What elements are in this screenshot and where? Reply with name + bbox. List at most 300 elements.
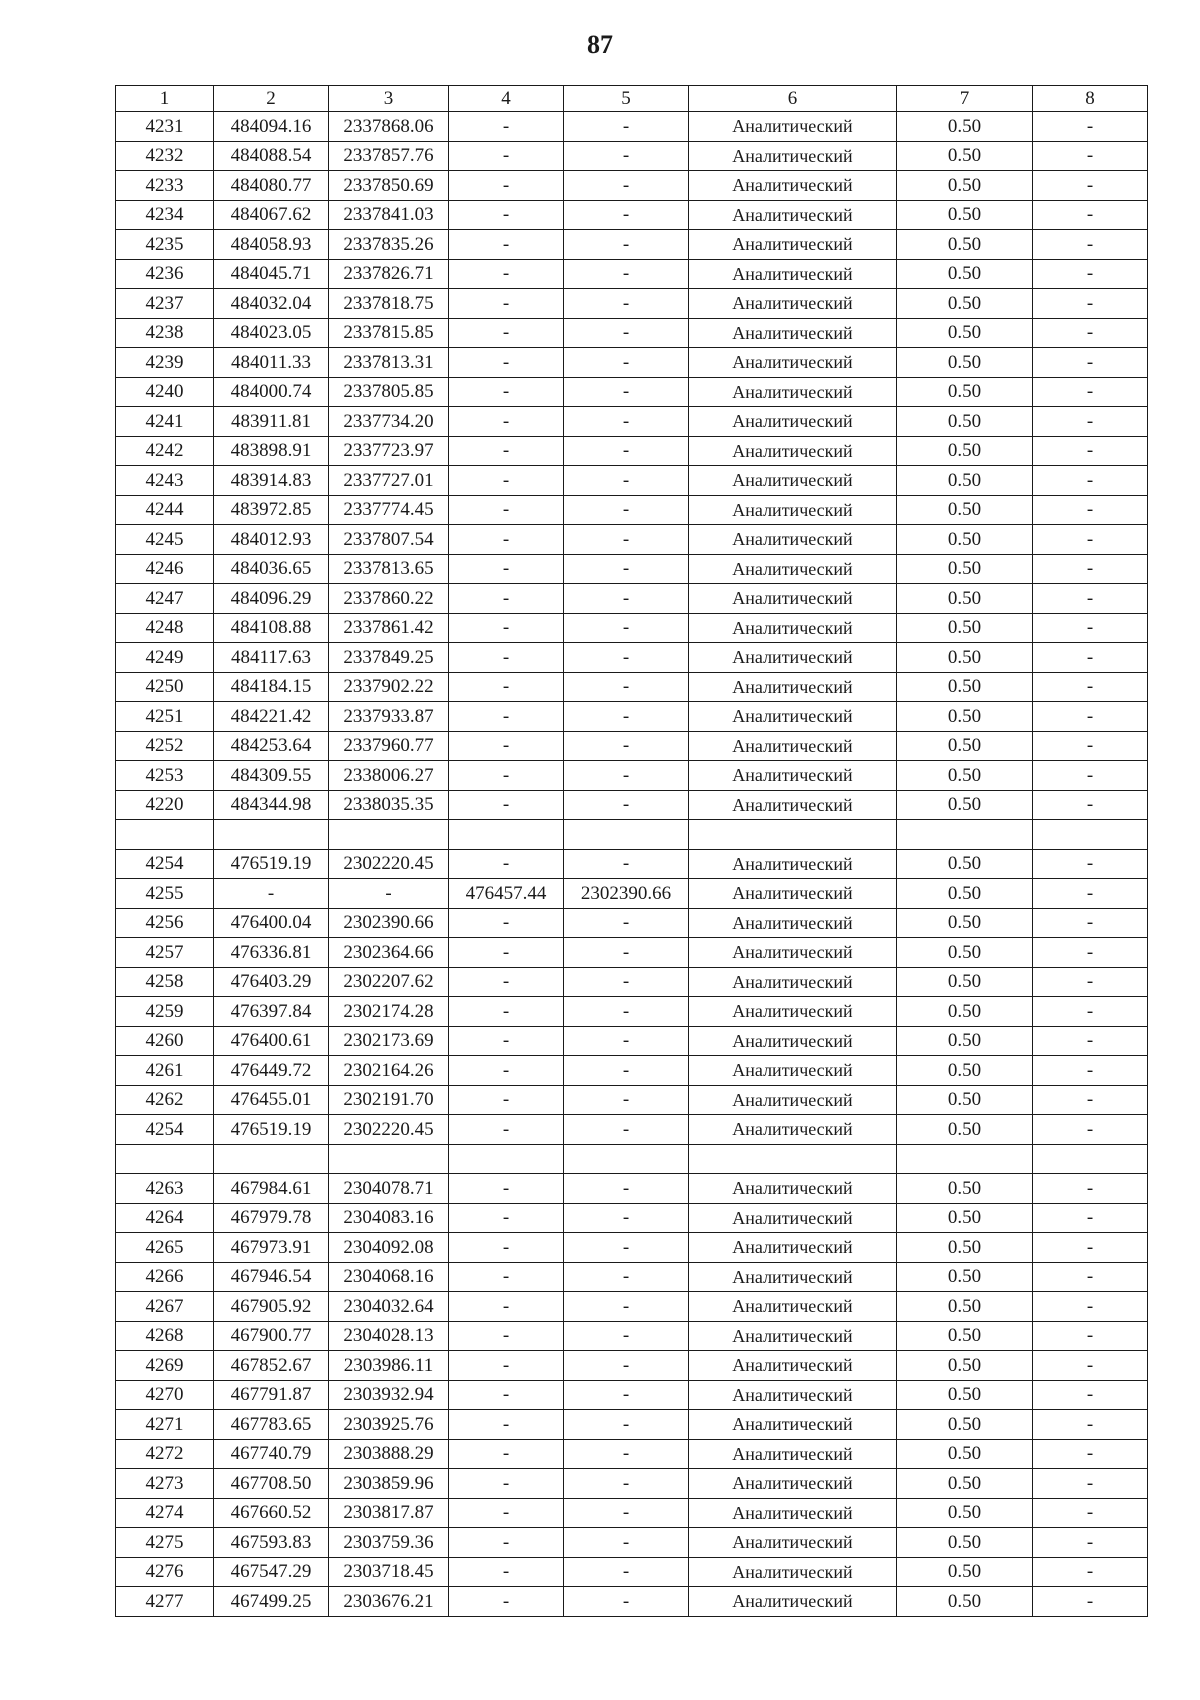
cell-accuracy: 0.50 (897, 1056, 1033, 1086)
cell-point-number: 4253 (116, 761, 214, 791)
cell-point-number: 4260 (116, 1026, 214, 1056)
cell-y-adjusted: 2302390.66 (564, 879, 689, 909)
cell-point-number: 4232 (116, 141, 214, 171)
cell-y-coordinate: 2337805.85 (329, 377, 449, 407)
cell-x-adjusted: - (449, 141, 564, 171)
cell-y-adjusted: - (564, 1056, 689, 1086)
cell-y-coordinate: 2337734.20 (329, 407, 449, 437)
cell-y-adjusted (564, 1144, 689, 1174)
table-row (116, 200, 1148, 230)
cell-x-coordinate: 484094.16 (214, 112, 329, 142)
cell-accuracy: 0.50 (897, 407, 1033, 437)
cell-method: Аналитический (689, 436, 897, 466)
cell-x-adjusted: - (449, 702, 564, 732)
cell-y-adjusted: - (564, 967, 689, 997)
cell-point-number: 4257 (116, 938, 214, 968)
cell-y-adjusted: - (564, 1380, 689, 1410)
cell-method: Аналитический (689, 1351, 897, 1381)
table-body (116, 86, 1148, 1617)
cell-accuracy: 0.50 (897, 997, 1033, 1027)
cell-note: - (1033, 259, 1148, 289)
cell-point-number: 4245 (116, 525, 214, 555)
cell-note: - (1033, 908, 1148, 938)
cell-method: Аналитический (689, 879, 897, 909)
cell-point-number: 4258 (116, 967, 214, 997)
cell-x-coordinate: - (214, 879, 329, 909)
cell-y-coordinate: 2337818.75 (329, 289, 449, 319)
table-row (116, 1026, 1148, 1056)
cell-note: - (1033, 1498, 1148, 1528)
cell-note: - (1033, 377, 1148, 407)
cell-accuracy: 0.50 (897, 1380, 1033, 1410)
cell-point-number: 4231 (116, 112, 214, 142)
cell-note: - (1033, 318, 1148, 348)
table-row (116, 554, 1148, 584)
table-row (116, 1557, 1148, 1587)
cell-accuracy: 0.50 (897, 348, 1033, 378)
cell-y-adjusted: - (564, 1085, 689, 1115)
cell-note: - (1033, 495, 1148, 525)
cell-note: - (1033, 1469, 1148, 1499)
cell-x-coordinate: 483911.81 (214, 407, 329, 437)
cell-method: Аналитический (689, 289, 897, 319)
cell-y-adjusted: - (564, 141, 689, 171)
cell-point-number: 4275 (116, 1528, 214, 1558)
cell-note: - (1033, 1056, 1148, 1086)
table-row (116, 967, 1148, 997)
cell-point-number: 4256 (116, 908, 214, 938)
cell-x-adjusted: - (449, 466, 564, 496)
cell-accuracy: 0.50 (897, 967, 1033, 997)
cell-x-adjusted: - (449, 584, 564, 614)
cell-x-adjusted: - (449, 289, 564, 319)
cell-y-coordinate: 2302364.66 (329, 938, 449, 968)
cell-x-adjusted: - (449, 1498, 564, 1528)
cell-x-coordinate: 484309.55 (214, 761, 329, 791)
column-header-7: 7 (897, 86, 1033, 112)
cell-y-coordinate: 2337960.77 (329, 731, 449, 761)
cell-point-number: 4239 (116, 348, 214, 378)
cell-y-coordinate: 2337933.87 (329, 702, 449, 732)
cell-y-adjusted: - (564, 938, 689, 968)
cell-x-coordinate: 484032.04 (214, 289, 329, 319)
cell-x-coordinate: 467547.29 (214, 1557, 329, 1587)
cell-x-coordinate: 467946.54 (214, 1262, 329, 1292)
cell-x-adjusted: - (449, 672, 564, 702)
cell-point-number: 4268 (116, 1321, 214, 1351)
cell-point-number: 4235 (116, 230, 214, 260)
cell-x-adjusted: - (449, 407, 564, 437)
cell-y-coordinate: 2303718.45 (329, 1557, 449, 1587)
cell-y-adjusted: - (564, 849, 689, 879)
cell-x-adjusted: - (449, 1292, 564, 1322)
cell-x-adjusted: - (449, 643, 564, 673)
cell-method: Аналитический (689, 1085, 897, 1115)
cell-accuracy: 0.50 (897, 377, 1033, 407)
cell-x-adjusted: - (449, 1410, 564, 1440)
cell-y-adjusted: - (564, 613, 689, 643)
cell-method: Аналитический (689, 554, 897, 584)
cell-point-number: 4270 (116, 1380, 214, 1410)
cell-point-number: 4247 (116, 584, 214, 614)
cell-y-adjusted: - (564, 495, 689, 525)
cell-y-coordinate: 2337774.45 (329, 495, 449, 525)
cell-y-adjusted: - (564, 1292, 689, 1322)
cell-accuracy: 0.50 (897, 112, 1033, 142)
cell-y-coordinate: 2337868.06 (329, 112, 449, 142)
table-row (116, 525, 1148, 555)
table-row (116, 790, 1148, 820)
cell-x-adjusted: - (449, 731, 564, 761)
cell-x-adjusted: - (449, 1587, 564, 1617)
cell-y-coordinate: 2337727.01 (329, 466, 449, 496)
cell-note: - (1033, 141, 1148, 171)
cell-x-adjusted: - (449, 1469, 564, 1499)
cell-y-coordinate: 2337861.42 (329, 613, 449, 643)
cell-y-adjusted: - (564, 554, 689, 584)
cell-point-number: 4263 (116, 1174, 214, 1204)
cell-x-adjusted: - (449, 790, 564, 820)
coordinates-table (115, 85, 1148, 1617)
cell-note: - (1033, 761, 1148, 791)
cell-accuracy: 0.50 (897, 1587, 1033, 1617)
cell-method: Аналитический (689, 525, 897, 555)
cell-x-adjusted (449, 1144, 564, 1174)
cell-x-adjusted: - (449, 200, 564, 230)
cell-y-coordinate: 2303676.21 (329, 1587, 449, 1617)
cell-point-number: 4262 (116, 1085, 214, 1115)
cell-y-coordinate: 2337813.31 (329, 348, 449, 378)
cell-y-coordinate: 2337857.76 (329, 141, 449, 171)
cell-x-adjusted: - (449, 997, 564, 1027)
cell-y-adjusted: - (564, 643, 689, 673)
cell-point-number: 4234 (116, 200, 214, 230)
cell-accuracy: 0.50 (897, 731, 1033, 761)
separator-row (116, 820, 1148, 850)
cell-x-adjusted: - (449, 436, 564, 466)
header-row (116, 86, 1148, 112)
cell-method: Аналитический (689, 1056, 897, 1086)
cell-x-coordinate: 467660.52 (214, 1498, 329, 1528)
cell-note: - (1033, 407, 1148, 437)
cell-point-number: 4233 (116, 171, 214, 201)
table-row (116, 1203, 1148, 1233)
cell-x-coordinate: 484067.62 (214, 200, 329, 230)
cell-point-number: 4271 (116, 1410, 214, 1440)
cell-x-adjusted: - (449, 1115, 564, 1145)
cell-note: - (1033, 171, 1148, 201)
cell-note: - (1033, 348, 1148, 378)
cell-point-number (116, 1144, 214, 1174)
cell-method: Аналитический (689, 1203, 897, 1233)
cell-note: - (1033, 879, 1148, 909)
cell-point-number: 4250 (116, 672, 214, 702)
cell-method: Аналитический (689, 466, 897, 496)
cell-x-coordinate: 476519.19 (214, 1115, 329, 1145)
cell-method: Аналитический (689, 908, 897, 938)
cell-accuracy: 0.50 (897, 1115, 1033, 1145)
cell-point-number: 4266 (116, 1262, 214, 1292)
cell-x-adjusted: - (449, 1351, 564, 1381)
cell-point-number: 4261 (116, 1056, 214, 1086)
cell-y-coordinate: 2337841.03 (329, 200, 449, 230)
cell-note: - (1033, 230, 1148, 260)
table-row (116, 1469, 1148, 1499)
cell-x-coordinate: 484088.54 (214, 141, 329, 171)
cell-y-adjusted: - (564, 702, 689, 732)
cell-y-adjusted: - (564, 377, 689, 407)
cell-y-coordinate: 2337723.97 (329, 436, 449, 466)
cell-x-adjusted: - (449, 613, 564, 643)
cell-y-adjusted: - (564, 584, 689, 614)
cell-y-coordinate (329, 1144, 449, 1174)
cell-accuracy: 0.50 (897, 1292, 1033, 1322)
cell-y-adjusted: - (564, 171, 689, 201)
cell-x-adjusted: - (449, 554, 564, 584)
cell-x-adjusted: - (449, 259, 564, 289)
cell-note: - (1033, 200, 1148, 230)
cell-y-adjusted: - (564, 1410, 689, 1440)
cell-method: Аналитический (689, 643, 897, 673)
cell-method: Аналитический (689, 997, 897, 1027)
cell-accuracy: 0.50 (897, 849, 1033, 879)
cell-accuracy: 0.50 (897, 1233, 1033, 1263)
table-row (116, 318, 1148, 348)
cell-y-coordinate: 2302207.62 (329, 967, 449, 997)
cell-point-number: 4244 (116, 495, 214, 525)
cell-y-adjusted: - (564, 731, 689, 761)
cell-note: - (1033, 849, 1148, 879)
cell-note: - (1033, 1174, 1148, 1204)
cell-x-coordinate: 467740.79 (214, 1439, 329, 1469)
cell-method: Аналитический (689, 318, 897, 348)
cell-y-adjusted: - (564, 407, 689, 437)
cell-x-coordinate: 476397.84 (214, 997, 329, 1027)
cell-x-coordinate: 484184.15 (214, 672, 329, 702)
cell-x-adjusted: - (449, 1528, 564, 1558)
cell-x-adjusted: - (449, 908, 564, 938)
cell-method: Аналитический (689, 200, 897, 230)
cell-note: - (1033, 1587, 1148, 1617)
cell-method: Аналитический (689, 1380, 897, 1410)
cell-y-coordinate: 2303932.94 (329, 1380, 449, 1410)
cell-point-number: 4237 (116, 289, 214, 319)
cell-method: Аналитический (689, 761, 897, 791)
cell-accuracy: 0.50 (897, 1174, 1033, 1204)
cell-x-coordinate: 483914.83 (214, 466, 329, 496)
cell-y-coordinate: - (329, 879, 449, 909)
table-row (116, 141, 1148, 171)
cell-point-number: 4241 (116, 407, 214, 437)
cell-x-coordinate: 476400.04 (214, 908, 329, 938)
cell-accuracy: 0.50 (897, 318, 1033, 348)
table-row (116, 348, 1148, 378)
cell-y-coordinate: 2303859.96 (329, 1469, 449, 1499)
cell-x-adjusted: - (449, 318, 564, 348)
cell-x-coordinate: 483972.85 (214, 495, 329, 525)
cell-x-coordinate: 476455.01 (214, 1085, 329, 1115)
cell-method: Аналитический (689, 230, 897, 260)
cell-x-adjusted: - (449, 1085, 564, 1115)
cell-y-adjusted: - (564, 200, 689, 230)
cell-method: Аналитический (689, 171, 897, 201)
cell-y-adjusted: - (564, 1203, 689, 1233)
cell-method: Аналитический (689, 377, 897, 407)
cell-note: - (1033, 584, 1148, 614)
cell-method: Аналитический (689, 1587, 897, 1617)
cell-y-coordinate: 2303925.76 (329, 1410, 449, 1440)
cell-y-coordinate: 2337850.69 (329, 171, 449, 201)
cell-accuracy: 0.50 (897, 643, 1033, 673)
cell-x-adjusted: - (449, 377, 564, 407)
table-row (116, 112, 1148, 142)
cell-note: - (1033, 1380, 1148, 1410)
cell-accuracy: 0.50 (897, 702, 1033, 732)
table-row (116, 171, 1148, 201)
table-row (116, 1056, 1148, 1086)
cell-point-number: 4264 (116, 1203, 214, 1233)
cell-x-coordinate: 484117.63 (214, 643, 329, 673)
cell-y-coordinate: 2302174.28 (329, 997, 449, 1027)
cell-x-coordinate: 467499.25 (214, 1587, 329, 1617)
cell-method: Аналитический (689, 1410, 897, 1440)
cell-point-number: 4220 (116, 790, 214, 820)
cell-method: Аналитический (689, 495, 897, 525)
cell-x-coordinate: 484253.64 (214, 731, 329, 761)
cell-accuracy: 0.50 (897, 1410, 1033, 1440)
cell-x-coordinate: 476403.29 (214, 967, 329, 997)
cell-method: Аналитический (689, 1292, 897, 1322)
cell-note: - (1033, 1203, 1148, 1233)
cell-x-coordinate (214, 1144, 329, 1174)
cell-method: Аналитический (689, 584, 897, 614)
cell-x-coordinate: 467900.77 (214, 1321, 329, 1351)
cell-y-coordinate: 2302164.26 (329, 1056, 449, 1086)
table-row (116, 377, 1148, 407)
cell-note: - (1033, 1321, 1148, 1351)
cell-y-adjusted: - (564, 1439, 689, 1469)
cell-y-adjusted: - (564, 1351, 689, 1381)
cell-y-adjusted: - (564, 259, 689, 289)
cell-y-adjusted: - (564, 1498, 689, 1528)
cell-x-adjusted: 476457.44 (449, 879, 564, 909)
cell-point-number: 4254 (116, 1115, 214, 1145)
cell-note (1033, 820, 1148, 850)
cell-note: - (1033, 1262, 1148, 1292)
table-row (116, 1292, 1148, 1322)
column-header-5: 5 (564, 86, 689, 112)
cell-accuracy: 0.50 (897, 436, 1033, 466)
cell-x-adjusted: - (449, 1557, 564, 1587)
cell-method: Аналитический (689, 613, 897, 643)
cell-x-coordinate: 467852.67 (214, 1351, 329, 1381)
cell-method: Аналитический (689, 1469, 897, 1499)
cell-y-adjusted: - (564, 1026, 689, 1056)
cell-accuracy: 0.50 (897, 525, 1033, 555)
cell-point-number: 4249 (116, 643, 214, 673)
cell-x-adjusted (449, 820, 564, 850)
cell-point-number: 4276 (116, 1557, 214, 1587)
cell-x-coordinate: 476449.72 (214, 1056, 329, 1086)
cell-point-number: 4259 (116, 997, 214, 1027)
cell-y-coordinate: 2337826.71 (329, 259, 449, 289)
cell-x-coordinate: 467979.78 (214, 1203, 329, 1233)
cell-accuracy: 0.50 (897, 171, 1033, 201)
cell-x-adjusted: - (449, 1321, 564, 1351)
cell-accuracy: 0.50 (897, 1026, 1033, 1056)
table-row (116, 879, 1148, 909)
cell-point-number: 4274 (116, 1498, 214, 1528)
table-row (116, 436, 1148, 466)
cell-y-coordinate: 2337849.25 (329, 643, 449, 673)
cell-y-coordinate: 2302390.66 (329, 908, 449, 938)
cell-point-number: 4273 (116, 1469, 214, 1499)
table-row (116, 1380, 1148, 1410)
cell-point-number: 4248 (116, 613, 214, 643)
cell-method: Аналитический (689, 1174, 897, 1204)
cell-y-coordinate: 2337813.65 (329, 554, 449, 584)
cell-note: - (1033, 436, 1148, 466)
cell-y-coordinate: 2303759.36 (329, 1528, 449, 1558)
cell-point-number: 4269 (116, 1351, 214, 1381)
cell-y-adjusted: - (564, 525, 689, 555)
table-row (116, 908, 1148, 938)
cell-y-coordinate (329, 820, 449, 850)
page-number: 87 (587, 30, 613, 59)
cell-note: - (1033, 672, 1148, 702)
table-row (116, 289, 1148, 319)
cell-note: - (1033, 731, 1148, 761)
cell-note: - (1033, 1351, 1148, 1381)
cell-accuracy: 0.50 (897, 200, 1033, 230)
cell-point-number: 4267 (116, 1292, 214, 1322)
cell-y-coordinate: 2304078.71 (329, 1174, 449, 1204)
cell-x-coordinate: 467905.92 (214, 1292, 329, 1322)
cell-note: - (1033, 643, 1148, 673)
cell-method: Аналитический (689, 938, 897, 968)
table-row (116, 1321, 1148, 1351)
cell-y-adjusted: - (564, 790, 689, 820)
cell-method: Аналитический (689, 1498, 897, 1528)
cell-note: - (1033, 938, 1148, 968)
cell-x-coordinate: 484011.33 (214, 348, 329, 378)
table-row (116, 1410, 1148, 1440)
cell-x-adjusted: - (449, 171, 564, 201)
cell-x-coordinate (214, 820, 329, 850)
cell-x-coordinate: 467973.91 (214, 1233, 329, 1263)
cell-y-adjusted (564, 820, 689, 850)
cell-note: - (1033, 1233, 1148, 1263)
cell-y-coordinate: 2303817.87 (329, 1498, 449, 1528)
cell-x-coordinate: 484344.98 (214, 790, 329, 820)
cell-x-coordinate: 467783.65 (214, 1410, 329, 1440)
cell-accuracy: 0.50 (897, 1469, 1033, 1499)
cell-note: - (1033, 466, 1148, 496)
cell-accuracy: 0.50 (897, 230, 1033, 260)
cell-x-adjusted: - (449, 230, 564, 260)
cell-x-adjusted: - (449, 112, 564, 142)
cell-accuracy: 0.50 (897, 613, 1033, 643)
cell-method: Аналитический (689, 407, 897, 437)
cell-y-adjusted: - (564, 908, 689, 938)
cell-x-adjusted: - (449, 525, 564, 555)
cell-y-coordinate: 2304032.64 (329, 1292, 449, 1322)
cell-method: Аналитический (689, 967, 897, 997)
cell-y-coordinate: 2304028.13 (329, 1321, 449, 1351)
cell-point-number: 4242 (116, 436, 214, 466)
table-row (116, 1439, 1148, 1469)
cell-y-adjusted: - (564, 997, 689, 1027)
